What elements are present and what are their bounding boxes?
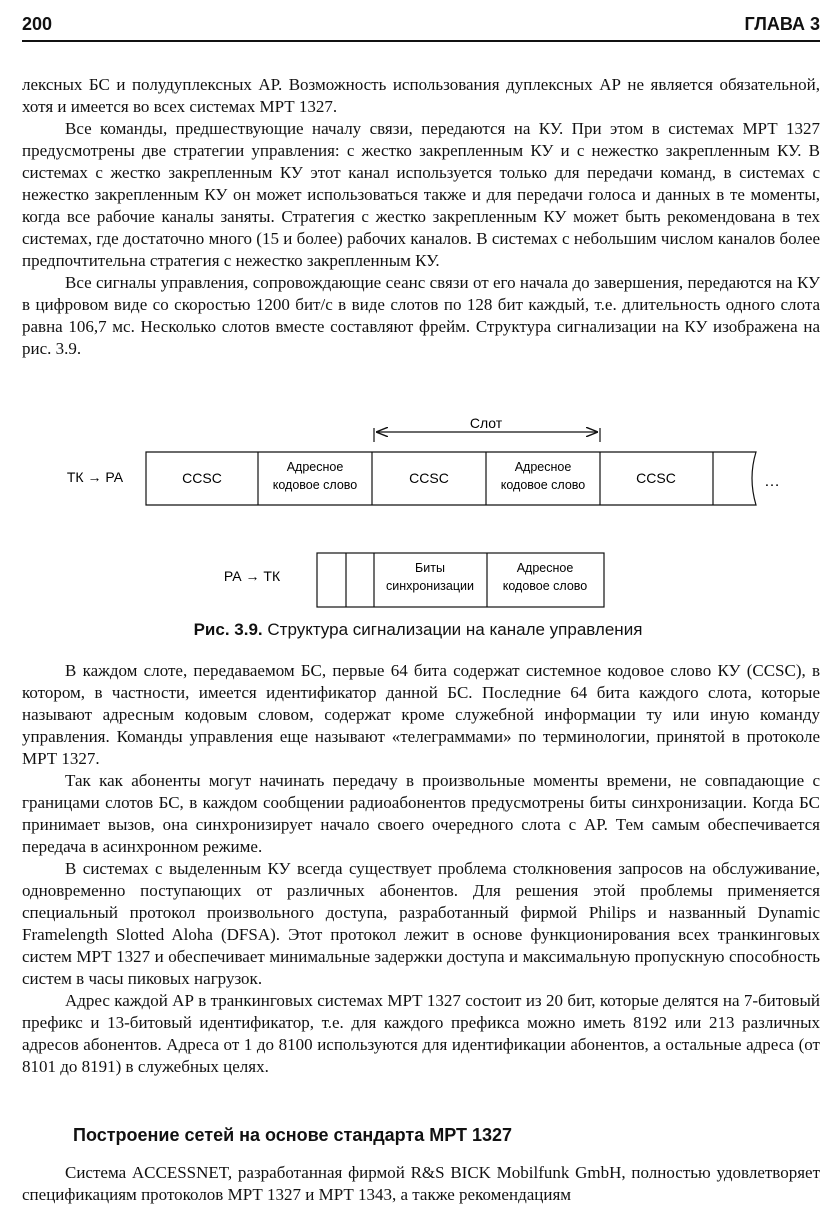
address-field-1-line2: кодовое слово xyxy=(272,478,358,492)
paragraph: Система ACCESSNET, разработанная фирмой R&S BICK Mobilfunk GmbH, полностью удовлетворяет спецификациям протоколов МРТ 1327 и МРТ 1343, а также рекомендациям xyxy=(22,1163,820,1204)
sync-bits-line1: Биты xyxy=(415,561,445,575)
paragraph: Адрес каждой АР в транкинговых системах МРТ 1327 состоит из 20 бит, которые делятся на 7-битовый префикс и 13-битовый идентификатор, т.е. для каждого префикса можно иметь 8192 или 213 различных адресов абонентов. Адреса от 1 до 8100 используются для идентификации абонентов, а остальные адреса (от 8101 до 8191) в служебных целях. xyxy=(22,991,820,1076)
body-text-top xyxy=(22,74,820,360)
sync-bits-line2: синхронизации xyxy=(386,579,474,593)
caption-number: Рис. 3.9. xyxy=(193,620,263,639)
ccsc-field-2: CCSC xyxy=(409,470,449,486)
ccsc-field-3: CCSC xyxy=(636,470,676,486)
slot-label: Слот xyxy=(469,415,503,431)
address-field-3-line2: кодовое слово xyxy=(502,579,588,593)
address-field-2-line2: кодовое слово xyxy=(500,478,586,492)
caption-text: Структура сигнализации на канале управления xyxy=(267,620,643,639)
paragraph: Так как абоненты могут начинать передачу в произвольные моменты времени, не совпадающие с границами слотов БС, в каждом сообщении радиоабонентов предусмотрены биты синхронизации. Когда БС принимает вызов, она синхронизирует начало своего очередного слота с АР. Тем самым обеспечивается передача в асинхронном режиме. xyxy=(22,771,820,856)
address-field-1-line1: Адресное xyxy=(286,460,344,474)
paragraph: В системах с выделенным КУ всегда существует проблема столкновения запросов на обслуживание, одновременно поступающих от различных абонентов. Для решения этой проблемы применяется специальный протокол произвольного доступа, разработанный фирмой Philips и названный Dynamic Framelength Slotted Aloha (DFSA). Этот протокол лежит в основе функционирования всех транкинговых систем МРТ 1327 и обеспечивает минимальные задержки доступа и максимальную пропускную способность систем в часы пиковых нагрузок. xyxy=(22,859,820,988)
signaling-diagram xyxy=(0,410,836,620)
continuation-ellipsis: … xyxy=(764,473,780,490)
address-field-2-line1: Адресное xyxy=(514,460,572,474)
section-heading: Построение сетей на основе стандарта МРТ 1327 xyxy=(73,1125,513,1145)
page-header xyxy=(22,14,820,42)
paragraph: Все команды, предшествующие началу связи, передаются на КУ. При этом в системах МРТ 1327 предусмотрены две стратегии управления: с жестко закрепленным КУ и с нежестко закрепленным КУ. В системах с жестко закрепленным КУ этот канал используется только для передачи команд, в системах с нежестко закрепленным КУ он может использоваться также и для передачи голоса и данных в те моменты, когда все рабочие каналы заняты. Стратегия с жестко закрепленным КУ может быть рекомендована в тех системах, где достаточно много (15 и более) рабочих каналов. В системах с небольшим числом каналов более предпочтительна стратегия с нежестко закрепленным КУ. xyxy=(22,119,820,270)
figure-3-9 xyxy=(0,410,836,655)
chapter-label: ГЛАВА 3 xyxy=(744,14,820,34)
body-text-middle xyxy=(22,660,820,1078)
ccsc-field-1: CCSC xyxy=(182,470,222,486)
page-number: 200 xyxy=(22,14,53,34)
paragraph: Все сигналы управления, сопровождающие сеанс связи от его начала до завершения, передаются на КУ в цифровом виде со скоростью 1200 бит/с в виде слотов по 128 бит каждый, т.е. длительность одного слота равна 106,7 мс. Несколько слотов вместе составляют фрейм. Структура сигнализации на КУ изображена на рис. 3.9. xyxy=(22,273,820,358)
body-text-bottom xyxy=(22,1162,820,1206)
row-label-tk-pa: ТК → РА xyxy=(66,469,124,485)
figure-caption xyxy=(0,620,836,640)
address-field-3-line1: Адресное xyxy=(516,561,574,575)
row-label-pa-tk: РА → ТК xyxy=(223,568,281,584)
paragraph: В каждом слоте, передаваемом БС, первые 64 бита содержат системное кодовое слово КУ (CCSC), в котором, в частности, имеется идентификатор данной БС. Последние 64 бита каждого слота, которые называют адресным кодовым словом, содержат кроме служебной информации ту или иную команду управления. Команды управления еще называют «телеграммами» по терминологии, принятой в протоколе МРТ 1327. xyxy=(22,661,820,768)
paragraph: лексных БС и полудуплексных АР. Возможность использования дуплексных АР не является обязательной, хотя и имеется во всех системах МРТ 1327. xyxy=(22,75,820,116)
